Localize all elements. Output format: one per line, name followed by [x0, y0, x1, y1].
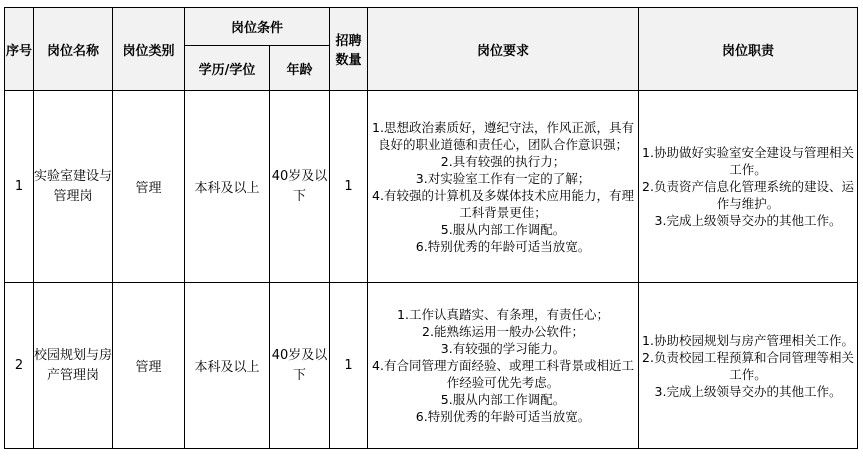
requirement-item: 1.工作认真踏实、有条理，有责任心； — [397, 307, 609, 322]
table-row — [5, 91, 858, 283]
header-education: 学历/学位 — [185, 46, 270, 91]
duty-item: 1.协助做好实验室安全建设与管理相关工作。 — [642, 145, 854, 177]
requirement-item: 5.服从内部工作调配。 — [440, 392, 566, 407]
requirement-item: 5.服从内部工作调配。 — [440, 221, 566, 237]
header-seq: 序号 — [5, 8, 34, 91]
requirement-item: 3.有较强的学习能力。 — [440, 341, 566, 356]
row-age: 40岁及以下 — [270, 283, 330, 449]
header-count: 招聘数量 — [330, 8, 368, 91]
requirement-item: 6.特别优秀的年龄可适当放宽。 — [415, 409, 591, 424]
row-seq: 2 — [5, 283, 34, 449]
row-count: 1 — [330, 283, 368, 449]
header-name: 岗位名称 — [34, 8, 113, 91]
row-count: 1 — [330, 91, 368, 283]
header-duties: 岗位职责 — [639, 8, 858, 91]
row-seq: 1 — [5, 91, 34, 283]
duty-item: 3.完成上级领导交办的其他工作。 — [654, 213, 842, 228]
requirement-item: 2.具有较强的执行力； — [440, 153, 566, 169]
requirement-item: 1.思想政治素质好，遵纪守法，作风正派，具有良好的职业道德和责任心，团队合作意识强； — [372, 119, 634, 152]
requirement-item: 2.能熟练运用一般办公软件； — [422, 324, 584, 339]
row-age: 40岁及以下 — [270, 91, 330, 283]
requirement-item: 3.对实验室工作有一定的了解； — [415, 170, 591, 186]
row-requirements — [368, 283, 639, 449]
requirement-item: 6.特别优秀的年龄可适当放宽。 — [415, 238, 591, 254]
row-name: 校园规划与房产管理岗 — [34, 283, 113, 449]
duty-item: 3.完成上级领导交办的其他工作。 — [654, 383, 842, 399]
requirement-item: 4.有较强的计算机及多媒体技术应用能力，有理工科背景更佳； — [372, 187, 634, 220]
row-category: 管理 — [113, 91, 185, 283]
row-duties — [639, 283, 858, 449]
row-duties — [639, 91, 858, 283]
table-row — [5, 283, 858, 449]
header-requirements: 岗位要求 — [368, 8, 639, 91]
duty-item: 1.协助校园规划与房产管理相关工作。 — [642, 332, 854, 348]
header-age: 年龄 — [270, 46, 330, 91]
duty-item: 2.负责校园工程预算和合同管理等相关工作。 — [642, 349, 854, 382]
duty-item: 2.负责资产信息化管理系统的建设、运作与维护。 — [642, 179, 854, 211]
job-postings-table — [4, 7, 858, 449]
row-education: 本科及以上 — [185, 283, 270, 449]
header-category: 岗位类别 — [113, 8, 185, 91]
row-requirements — [368, 91, 639, 283]
row-category: 管理 — [113, 283, 185, 449]
row-name: 实验室建设与管理岗 — [34, 91, 113, 283]
header-conditions: 岗位条件 — [185, 8, 330, 46]
row-education: 本科及以上 — [185, 91, 270, 283]
requirement-item: 4.有合同管理方面经验、或理工科背景或相近工作经验可优先考虑。 — [372, 358, 634, 390]
